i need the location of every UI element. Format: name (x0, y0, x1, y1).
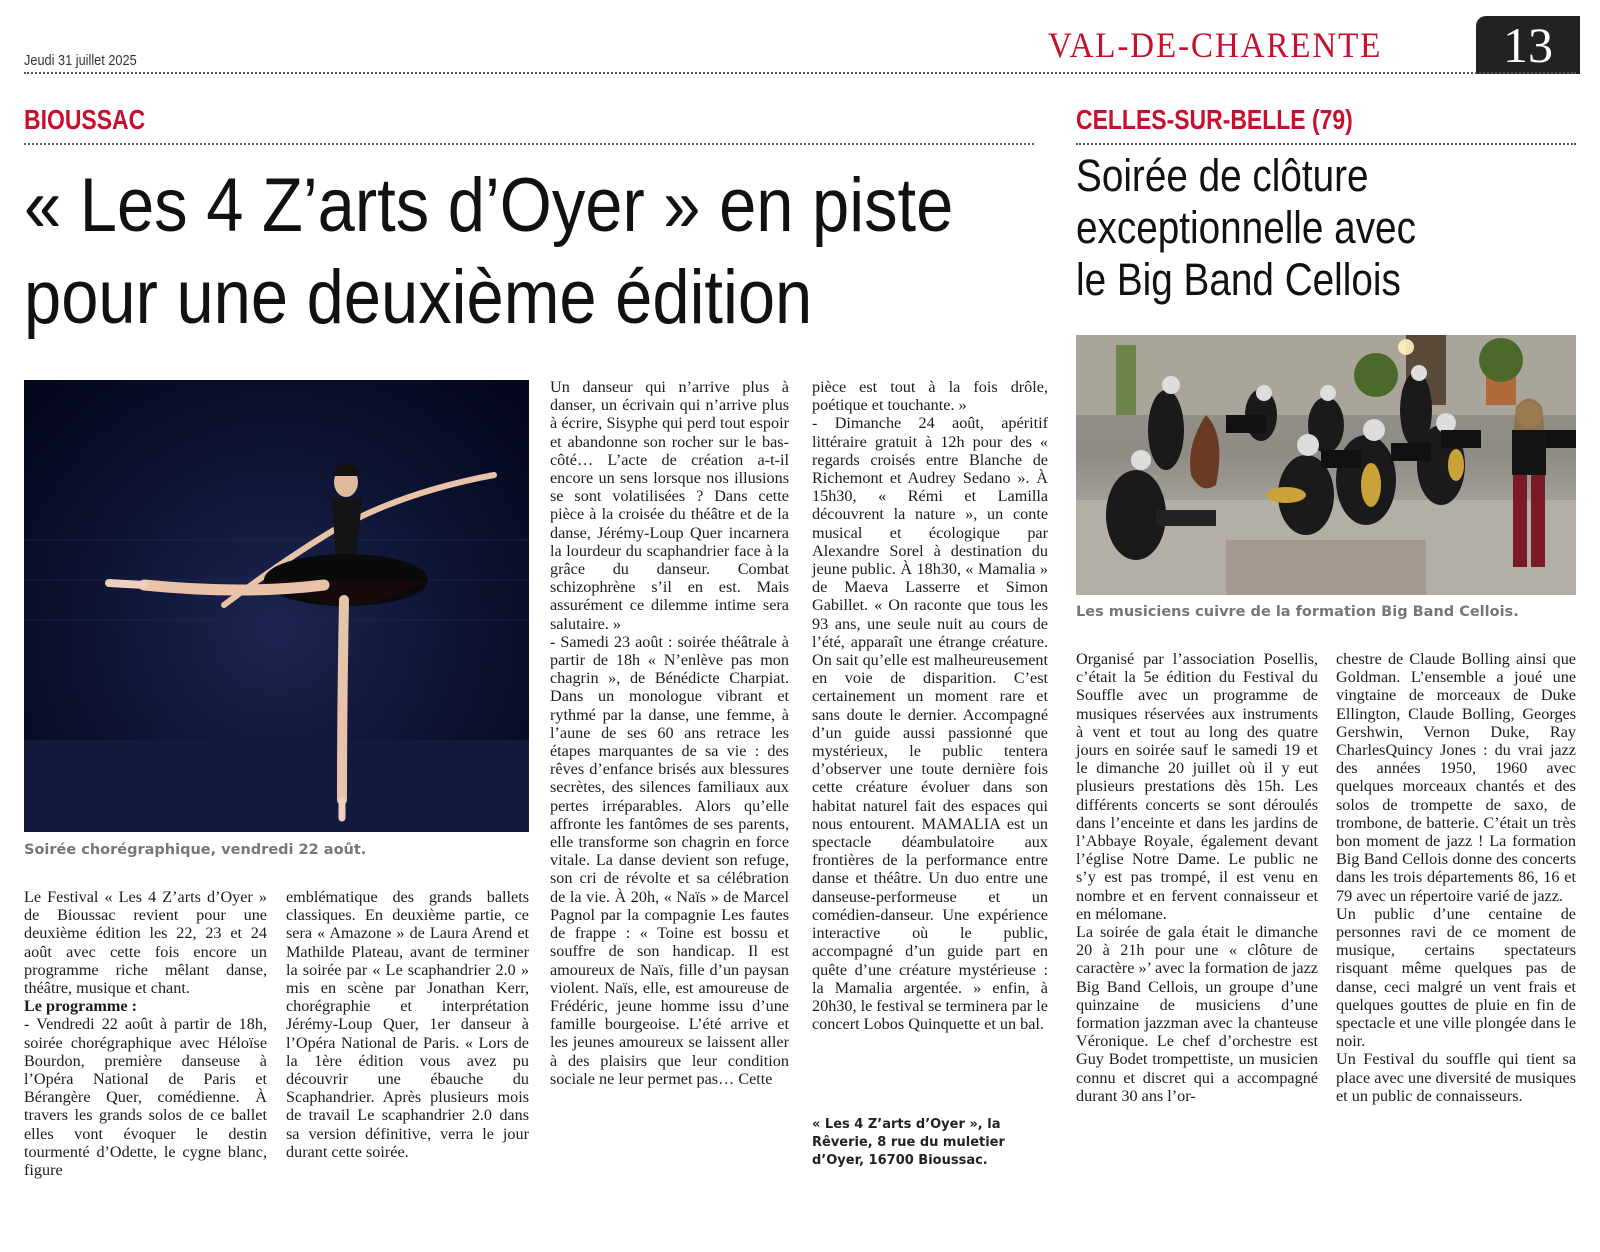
paragraph: pièce est tout à la fois drôle, poétique et touchante. » (812, 378, 1048, 415)
section-title: VAL-DE-CHARENTE (1048, 25, 1383, 65)
header-divider (24, 72, 1576, 74)
paragraph: chestre de Claude Bolling ainsi que Goldman. L’ensemble a joué une vingtaine de morceaux de Duke Ellington, Claude Bolling, Georges Gershwin, Vernon Duke, Ray CharlesQuincy Jones : du vrai jazz des années 1950, 1960 avec quelques morceaux chantés et des solos de trompette de saxo, de trombone, de batterie. C’était un très bon moment de jazz ! La formation Big Band Cellois donne des concerts dans les trois départements 86, 16 et 79 avec un répertoire varié de jazz. (1336, 650, 1576, 905)
paragraph: Un public d’une centaine de personnes ravi de ce moment de musique, certains spectateurs risquant même quelques pas de danse, ceci malgré un vent frais et quelques gouttes de pluie en fin de spectacle et une ville plongée dans le noir. (1336, 904, 1577, 1051)
article-headline (24, 160, 954, 344)
page-number: 13 (1476, 16, 1580, 74)
kicker-divider (24, 143, 1034, 145)
side-article-column-2 (1336, 650, 1576, 1105)
side-kicker-divider (1076, 143, 1576, 145)
headline-line: Soirée de clôture (1076, 150, 1369, 201)
paragraph: - Vendredi 22 août à partir de 18h, soirée chorégraphique avec Héloïse Bourdon, première danseuse à l’Opéra National de Paris et Bérangère Quer, comédienne. À travers les grands solos de ce ballet elles vont évoquer le destin tourmenté d’Odette, le cygne blanc, figure (24, 1015, 267, 1180)
event-address: « Les 4 Z’arts d’Oyer », la Rêverie, 8 rue du muletier d’Oyer, 16700 Bioussac. (812, 1117, 1005, 1168)
headline-line: le Big Band Cellois (1076, 254, 1401, 305)
paragraph: - Samedi 23 août : soirée théâtrale à partir de 18h « N’enlève pas mon chagrin », de Bénédicte Charpiat. Dans un monologue vibrant et rythmé par la danse, une femme, à l’aune de ses 60 ans retrace les étapes marquantes de sa vie : des rêves d’enfance brisés aux blessures secrètes, des silences familiaux aux pertes irréparables. Alors qu’elle affronte les fantômes de ses parents, elle transforme son chagrin en force vitale. La danse devient son refuge, son cri de révolte et sa célébration de la vie. À 20h, « Naïs » de Marcel Pagnol par la compagnie Les fautes de frappe : « Toine est bossu et souffre de son handicap. Il est amoureux de Naïs, fille d’un paysan violent. Naïs, elle, est amoureuse de Frédéric, jeune homme issu d’une famille bourgeoise. L’été arrive et les jeunes amoureux se laissent aller à des plaisirs que leur condition sociale ne leur permet pas… Cette (550, 632, 789, 1088)
paragraph: La soirée de gala était le dimanche 20 à 21h pour une « clôture de caractère »’ avec la formation de jazz Big Band Cellois, un groupe d’une quinzaine de musiciens d’une formation jazzman avec la chanteuse Véronique. Le chef d’orchestre est Guy Bodet trompettiste, un musicien connu et discret qui a accompagné durant 30 ans l’or- (1076, 923, 1318, 1105)
paragraph: emblématique des grands ballets classiques. En deuxième partie, ce sera « Amazone » de Laura Arend et Mathilde Plateau, avant de terminer la soirée par « Le scaphandrier 2.0 » mis en scène par Jonathan Kerr, chorégraphie et interprétation Jérémy-Loup Quer, 1er danseur à l’Opéra National de Paris. « Lors de la 1ère édition vous avez pu découvrir une ébauche du Scaphandrier. Après plusieurs mois de travail Le scaphandrier 2.0 dans sa version définitive, verra le jour durant cette soirée. (286, 888, 529, 1161)
subheading (24, 997, 267, 1015)
headline-line: exceptionnelle avec (1076, 202, 1416, 253)
side-article-kicker: CELLES-SUR-BELLE (79) (1076, 104, 1353, 135)
big-band-photo (1076, 335, 1576, 595)
headline-line: « Les 4 Z’arts d’Oyer » en piste (24, 163, 954, 248)
ballet-photo (24, 380, 529, 832)
article-column-2 (286, 888, 529, 1161)
ballerina-illustration (24, 380, 529, 832)
paragraph: Un danseur qui n’arrive plus à danser, un écrivain qui n’arrive plus à écrire, Sisyphe qui perd tout espoir et abandonne son rocher sur le bas-côté… L’acte de création a-t-il encore un sens lorsque nos illusions se sont volatilisées ? Dans cette pièce à la croisée du théâtre et de la danse, Jérémy-Loup Quer incarnera la lourdeur du scaphandrier face à la grâce du danseur. Combat schizophrène s’il en est. Mais assurément ce dilemme intime sera salutaire. » (550, 378, 789, 633)
article-column-4 (812, 378, 1048, 1033)
photo-caption: Soirée chorégraphique, vendredi 22 août. (24, 842, 367, 858)
subheading-text: Le programme : (24, 997, 137, 1016)
paragraph: Un Festival du souffle qui tient sa place avec une diversité de musiques et un public de connaisseurs. (1336, 1050, 1576, 1105)
side-article-headline (1076, 150, 1523, 306)
headline-line: pour une deuxième édition (24, 255, 813, 340)
article-column-3 (550, 378, 789, 1088)
paragraph: Organisé par l’association Posellis, c’était la 5e édition du Festival du Souffle avec un programme de musiques réservées aux instruments à vent et tout au long des quatre jours en soirée sauf le samedi 19 et le dimanche 20 juillet où il y eut plusieurs prestations dès 15h. Les différents concerts se sont déroulés dans l’enceinte et dans les jardins de l’Abbaye Royale, également devant l’église Notre Dame. Le public ne s’y est pas trompé, il est venu en nombre et en fervent connaisseur et en mélomane. (1076, 650, 1318, 923)
issue-date: Jeudi 31 juillet 2025 (24, 52, 137, 69)
big-band-illustration (1076, 335, 1576, 595)
side-article-column-1 (1076, 650, 1318, 1105)
paragraph: - Dimanche 24 août, apéritif littéraire gratuit à 12h pour des « regards croisés entre Blanche de Richemont et Audrey Sedano ». À 15h30, « Rémi et Lamilla découvrent la nature », un conte musical et écologique par Alexandre Sorel à destination du jeune public. À 18h30, « Mamalia » de Maeva Lasserre et Simon Gabillet. « On raconte que tous les 93 ans, une seule nuit au cours de l’été, apparaît une étrange créature. On sait qu’elle est malheureusement en voie de disparition. C’est certainement un moment rare et sans doute le dernier. Accompagné d’un guide aussi passionné que mystérieux, le public tentera d’observer une toute dernière fois cette créature évoluer dans son habitat naturel fait des espaces qui nous entourent. MAMALIA est un spectacle déambulatoire aux frontières de la performance entre danse et théâtre. Un duo entre une danseuse-performeuse et un comédien-danseur. Une expérience interactive où le public, accompagné d’un guide part en quête d’une créature mystérieuse : la Mamalia argentée. » enfin, à 20h30, le festival se terminera par le concert Lobos Quinquette et un bal. (812, 414, 1048, 1034)
paragraph: Le Festival « Les 4 Z’arts d’Oyer » de Bioussac revient pour une deuxième édition les 22, 23 et 24 août avec cette fois encore un programme riche mêlant danse, théâtre, musique et chant. (24, 888, 267, 998)
article-kicker: BIOUSSAC (24, 104, 146, 135)
side-photo-caption: Les musiciens cuivre de la formation Big Band Cellois. (1076, 604, 1519, 620)
article-column-1 (24, 888, 267, 1179)
